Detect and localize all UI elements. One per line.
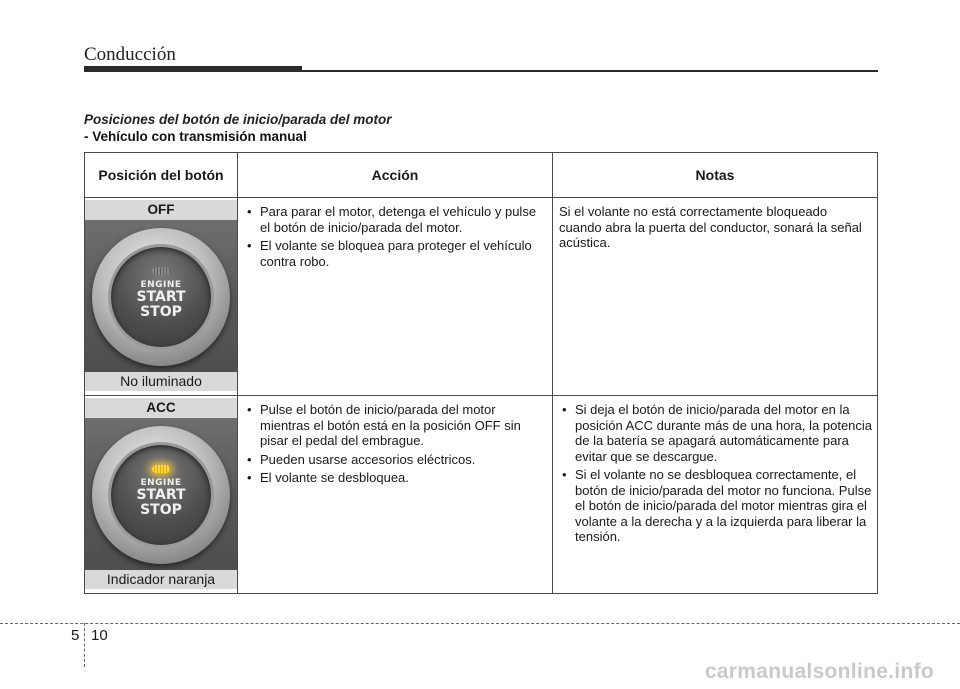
- notes-text: Si el volante no está correctamente bloqueado cuando abra la puerta del conductor, sonará la señal acústica.: [559, 204, 862, 250]
- button-label-stop: STOP: [140, 304, 182, 321]
- table-row: [85, 396, 878, 594]
- action-cell: [238, 396, 553, 594]
- page-number: 10: [91, 627, 108, 644]
- button-label-start: START: [136, 487, 186, 504]
- action-item: • Para parar el motor, detenga el vehículo y pulse el botón de inicio/parada del motor.: [244, 204, 548, 235]
- table-row: [85, 198, 878, 396]
- button-label-stop: STOP: [140, 502, 182, 519]
- chapter-number: 5: [71, 627, 80, 644]
- action-item: • Pulse el botón de inicio/parada del motor mientras el botón está en la posición OFF sin pisar el pedal del embrague.: [244, 402, 548, 449]
- action-cell: [238, 198, 553, 396]
- notes-cell: [553, 396, 878, 594]
- action-item: • El volante se desbloquea.: [244, 470, 548, 486]
- footer-divider: [84, 623, 85, 667]
- note-item: • Si el volante no se desbloquea correctamente, el botón de inicio/parada del motor no funciona. Pulse el botón de inicio/parada del motor mientras gira el volante a la derecha y a la izquierda para liberar la tensión.: [559, 467, 873, 545]
- engine-start-button-image: [85, 418, 237, 570]
- section-subheading: - Vehículo con transmisión manual: [84, 129, 307, 144]
- header-title: Conducción: [84, 44, 176, 65]
- position-cell: [85, 198, 238, 396]
- action-item: • Pueden usarse accesorios eléctricos.: [244, 452, 548, 468]
- engine-start-button-image: [85, 220, 237, 372]
- indicator-light-icon: [152, 465, 170, 473]
- indicator-caption: Indicador naranja: [85, 570, 237, 589]
- column-header-position: Posición del botón: [85, 153, 238, 198]
- button-label-engine: ENGINE: [140, 280, 182, 290]
- watermark: carmanualsonline.info: [704, 660, 934, 683]
- position-label: ACC: [85, 398, 237, 418]
- button-positions-table: [84, 152, 878, 594]
- table-header-row: [85, 153, 878, 198]
- button-label-engine: ENGINE: [140, 478, 182, 488]
- column-header-notes: Notas: [553, 153, 878, 198]
- action-item: • El volante se bloquea para proteger el vehículo contra robo.: [244, 238, 548, 269]
- position-cell: [85, 396, 238, 594]
- section-heading: Posiciones del botón de inicio/parada del motor: [84, 112, 392, 127]
- header-rule: [84, 70, 878, 72]
- note-item: • Si deja el botón de inicio/parada del motor en la posición ACC durante más de una hora, la potencia de la batería se apagará automáticamente para evitar que se descargue.: [559, 402, 873, 464]
- column-header-action: Acción: [238, 153, 553, 198]
- notes-cell: [553, 198, 878, 396]
- position-label: OFF: [85, 200, 237, 220]
- indicator-light-icon: [152, 267, 170, 275]
- indicator-caption: No iluminado: [85, 372, 237, 391]
- footer-rule: [0, 623, 960, 624]
- button-label-start: START: [136, 289, 186, 306]
